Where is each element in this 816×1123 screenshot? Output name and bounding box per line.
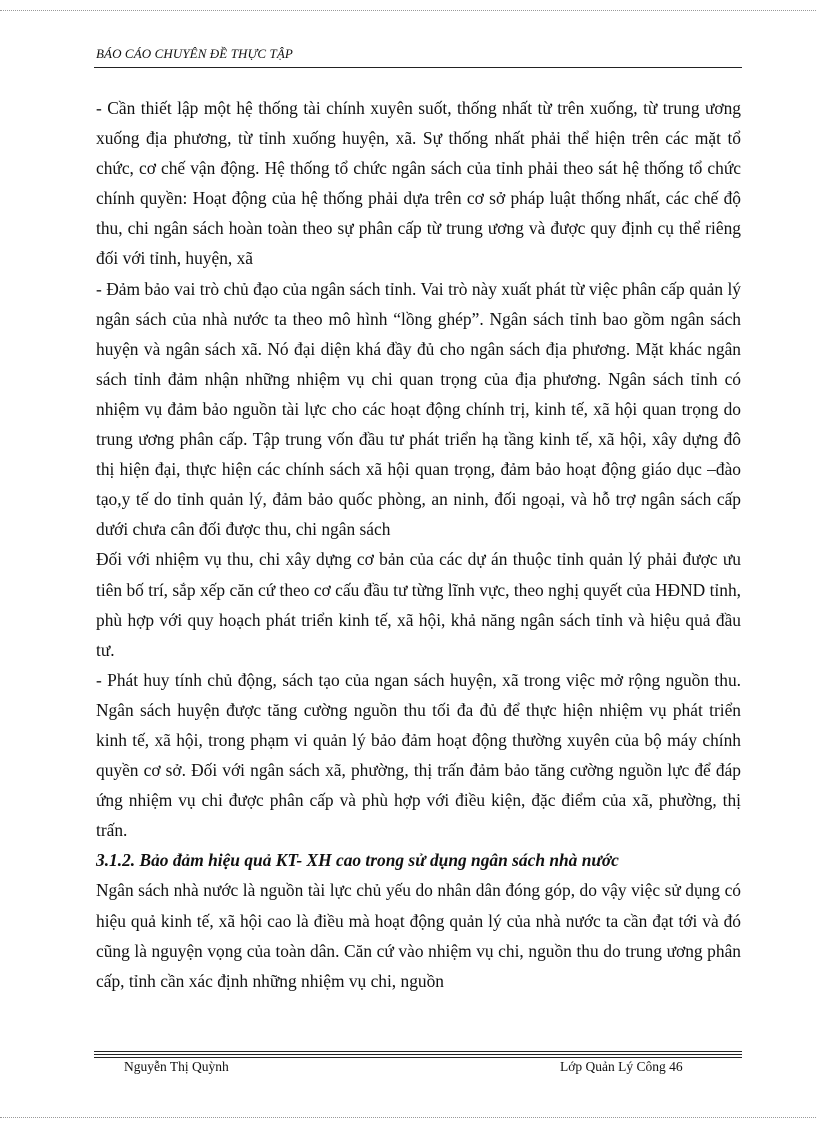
body-paragraph: - Cần thiết lập một hệ thống tài chính xuyên suốt, thống nhất từ trên xuống, từ trung ương xuống địa phương, từ tỉnh xuống huyện, xã. Sự thống nhất phải thể hiện trên các mặt tổ chức, cơ chế vận động. Hệ thống tổ chức ngân sách của tỉnh phải theo sát hệ thống tổ chức chính quyền: Hoạt động của hệ thống phải dựa trên cơ sở pháp luật thống nhất, các chế độ thu, chi ngân sách hoàn toàn theo sự phân cấp từ trung ương và được quy định cụ thể riêng đối với tỉnh, huyện, xã	[96, 98, 741, 269]
body-paragraph: - Đảm bảo vai trò chủ đạo của ngân sách tỉnh. Vai trò này xuất phát từ việc phân cấp quản lý ngân sách của nhà nước ta theo mô hình “lồng ghép”. Ngân sách tỉnh bao gồm ngân sách huyện và ngân sách xã. Nó đại diện khá đầy đủ cho ngân sách địa phương. Mặt khác ngân sách tỉnh đảm nhận những nhiệm vụ chi quan trọng của địa phương. Ngân sách tỉnh có nhiệm vụ đảm bảo nguồn tài lực cho các hoạt động chính trị, kinh tế, xã hội quan trọng do trung ương phân cấp. Tập trung vốn đầu tư phát triển hạ tầng kinh tế, xã hội, xây dựng đô thị hiện đại, thực hiện các chính sách xã hội quan trọng, đảm bảo hoạt động giáo dục –đào tạo,y tế do tỉnh quản lý, đảm bảo quốc phòng, an ninh, đối ngoại, và hỗ trợ ngân sách cấp dưới chưa cân đối được thu, chi ngân sách	[96, 278, 741, 540]
footer-author: Nguyễn Thị Quỳnh	[124, 1059, 229, 1074]
footer-divider	[94, 1054, 742, 1055]
footer-class: Lớp Quản Lý Công 46	[560, 1059, 683, 1074]
footer-divider	[94, 1057, 742, 1058]
footer-divider	[94, 1051, 742, 1052]
section-heading: 3.1.2. Bảo đảm hiệu quả KT- XH cao trong sử dụng ngân sách nhà nước	[96, 850, 619, 871]
page-body	[96, 93, 741, 996]
body-paragraph: Ngân sách nhà nước là nguồn tài lực chủ yếu do nhân dân đóng góp, do vậy việc sử dụng có hiệu quả kinh tế, xã hội cao là điều mà hoạt động quản lý của nhà nước ta cần đạt tới và đó cũng là nguyện vọng của toàn dân. Căn cứ vào nhiệm vụ chi, nguồn thu do trung ương phân cấp, tỉnh cần xác định những nhiệm vụ chi, nguồn	[96, 880, 741, 991]
header-divider	[94, 67, 742, 68]
body-paragraph: Đối với nhiệm vụ thu, chi xây dựng cơ bản của các dự án thuộc tỉnh quản lý phải được ưu tiên bố trí, sắp xếp căn cứ theo cơ cấu đầu tư từng lĩnh vực, theo nghị quyết của HĐND tỉnh, phù hợp với quy hoạch phát triển kinh tế, xã hội, khả năng ngân sách tỉnh và hiệu quả đầu tư.	[96, 549, 741, 660]
body-paragraph: - Phát huy tính chủ động, sách tạo của ngan sách huyện, xã trong việc mở rộng nguồn thu. Ngân sách huyện được tăng cường nguồn thu tối đa đủ để thực hiện nhiệm vụ phát triển kinh tế, xã hội, trong phạm vi quản lý bảo đảm hoạt động thường xuyên của bộ máy chính quyền cơ sở. Đối với ngân sách xã, phường, thị trấn đảm bảo tăng cường nguồn lực để đáp ứng nhiệm vụ chi được phân cấp và phù hợp với điều kiện, đặc điểm của xã, phường, thị trấn.	[96, 669, 741, 841]
page-header-title: BÁO CÁO CHUYÊN ĐỀ THỰC TẬP	[96, 46, 293, 61]
top-dotted-border	[0, 10, 816, 11]
bottom-dotted-border	[0, 1117, 816, 1118]
